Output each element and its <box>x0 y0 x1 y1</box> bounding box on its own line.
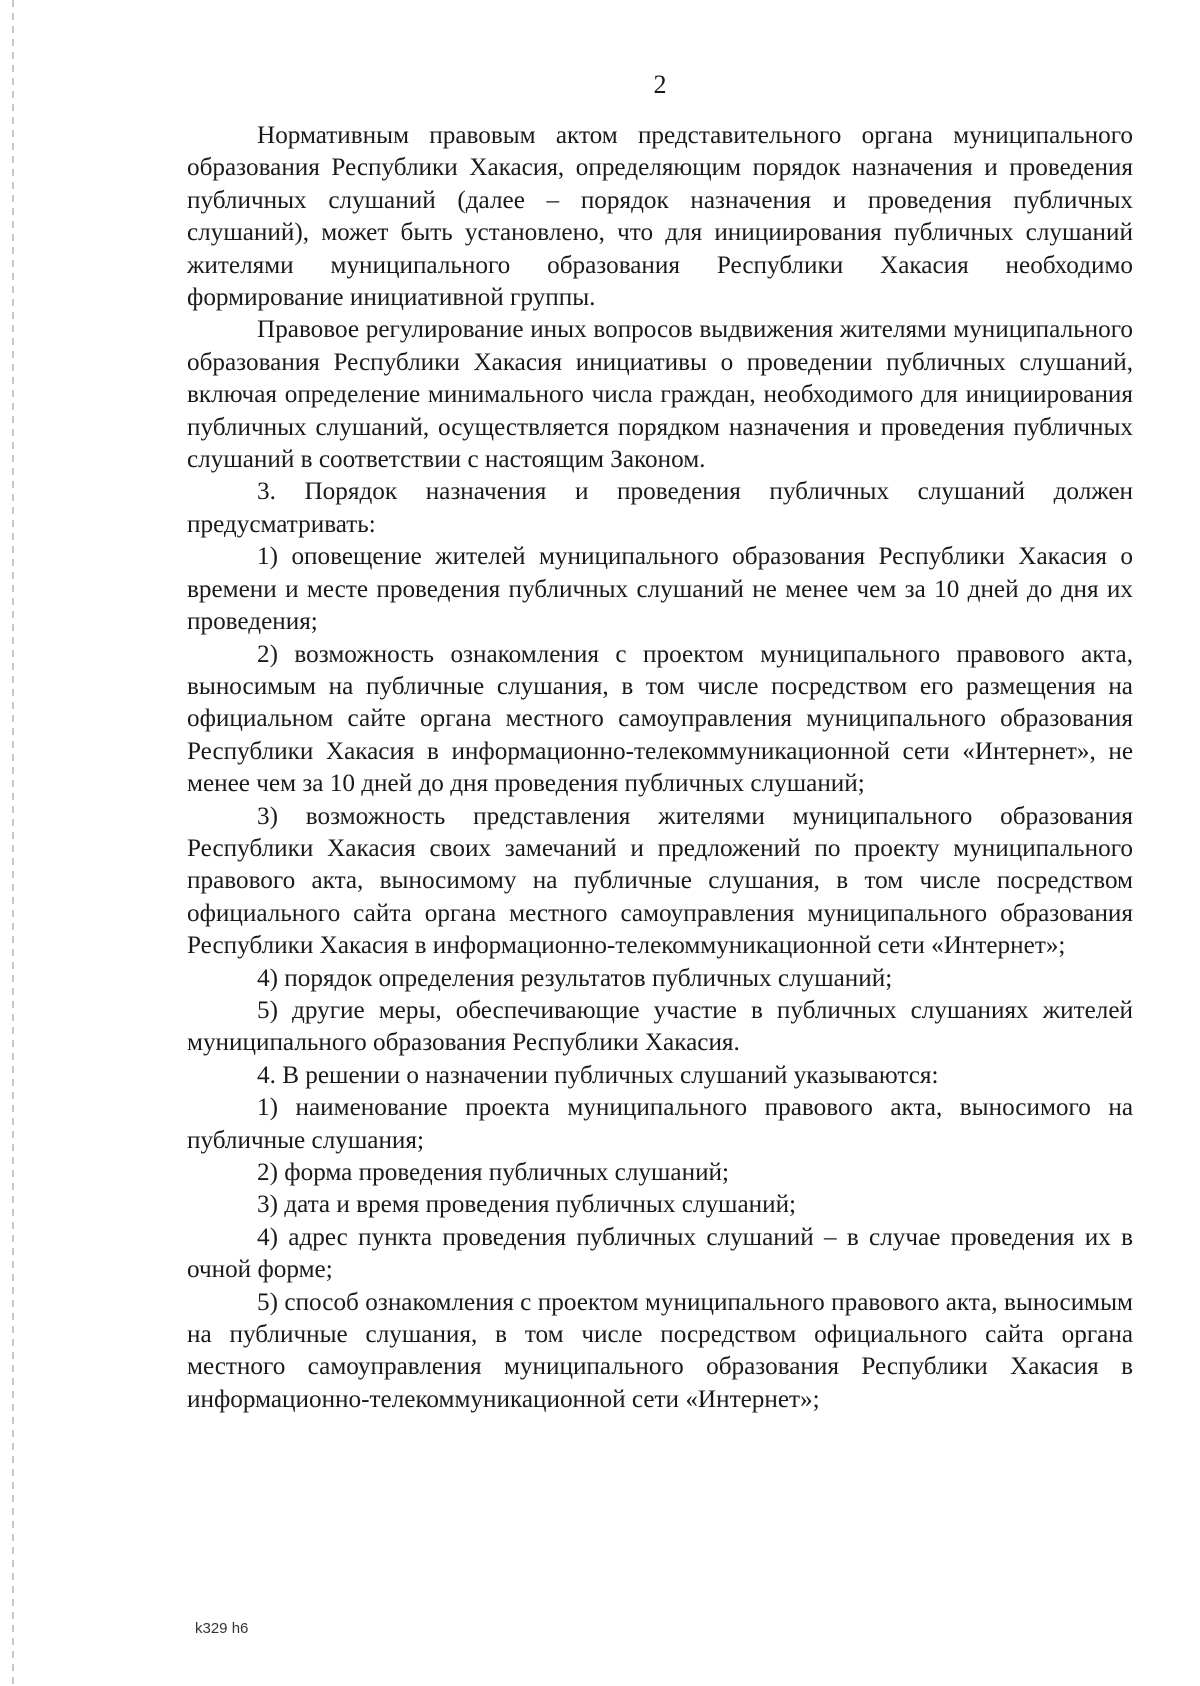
paragraph: 2) возможность ознакомления с проектом муниципального правового акта, выносимым на публичные слушания, в том числе посредством его размещения на официальном сайте органа местного самоуправления муниципального образования Республики Хакасия в информационно-телекоммуникационной сети «Интернет», не менее чем за 10 дней до дня проведения публичных слушаний; <box>187 640 1133 798</box>
scan-edge-line <box>12 0 14 1686</box>
paragraph: 1) оповещение жителей муниципального образования Республики Хакасия о времени и месте проведения публичных слушаний не менее чем за 10 дней до дня их проведения; <box>187 543 1133 636</box>
paragraph: 3) дата и время проведения публичных слушаний; <box>257 1191 797 1219</box>
paragraph: 2) форма проведения публичных слушаний; <box>257 1159 730 1186</box>
paragraph: 5) способ ознакомления с проектом муниципального правового акта, выносимым на публичные слушания, в том числе посредством официального сайта органа местного самоуправления муниципального образования Республики Хакасия в информационно-телекоммуникационной сети «Интернет»; <box>187 1288 1133 1413</box>
paragraph: 5) другие меры, обеспечивающие участие в публичных слушаниях жителей муниципального образования Республики Хакасия. <box>187 996 1133 1057</box>
paragraph: 4. В решении о назначении публичных слушаний указываются: <box>257 1061 939 1089</box>
paragraph: 3) возможность представления жителями муниципального образования Республики Хакасия своих замечаний и предложений по проекту муниципального правового акта, выносимому на публичные слушания, в том числе посредством официального сайта органа местного самоуправления муниципального образования Республики Хакасия в информационно-телекоммуникационной сети «Интернет»; <box>187 802 1133 960</box>
paragraph: 3. Порядок назначения и проведения публичных слушаний должен предусматривать: <box>187 478 1133 538</box>
paragraph: 4) порядок определения результатов публичных слушаний; <box>257 964 893 992</box>
paragraph: Правовое регулирование иных вопросов выдвижения жителями муниципального образования Республики Хакасия инициативы о проведении публичных слушаний, включая определение минимального числа граждан, необходимого для инициирования публичных слушаний, осуществляется порядком назначения и проведения публичных слушаний в соответствии с настоящим Законом. <box>187 316 1133 474</box>
footer-code: k329 h6 <box>195 1620 249 1637</box>
document-body <box>187 120 1133 1416</box>
paragraph: 4) адрес пункта проведения публичных слушаний – в случае проведения их в очной форме; <box>187 1223 1133 1284</box>
page-number: 2 <box>653 70 667 99</box>
document-page <box>187 70 1133 1416</box>
paragraph: Нормативным правовым актом представительного органа муниципального образования Республики Хакасия, определяющим порядок назначения и проведения публичных слушаний (далее – порядок назначения и проведения публичных слушаний), может быть установлено, что для инициирования публичных слушаний жителями муниципального образования Республики Хакасия необходимо формирование инициативной группы. <box>187 122 1133 312</box>
paragraph: 1) наименование проекта муниципального правового акта, выносимого на публичные слушания; <box>187 1094 1133 1154</box>
